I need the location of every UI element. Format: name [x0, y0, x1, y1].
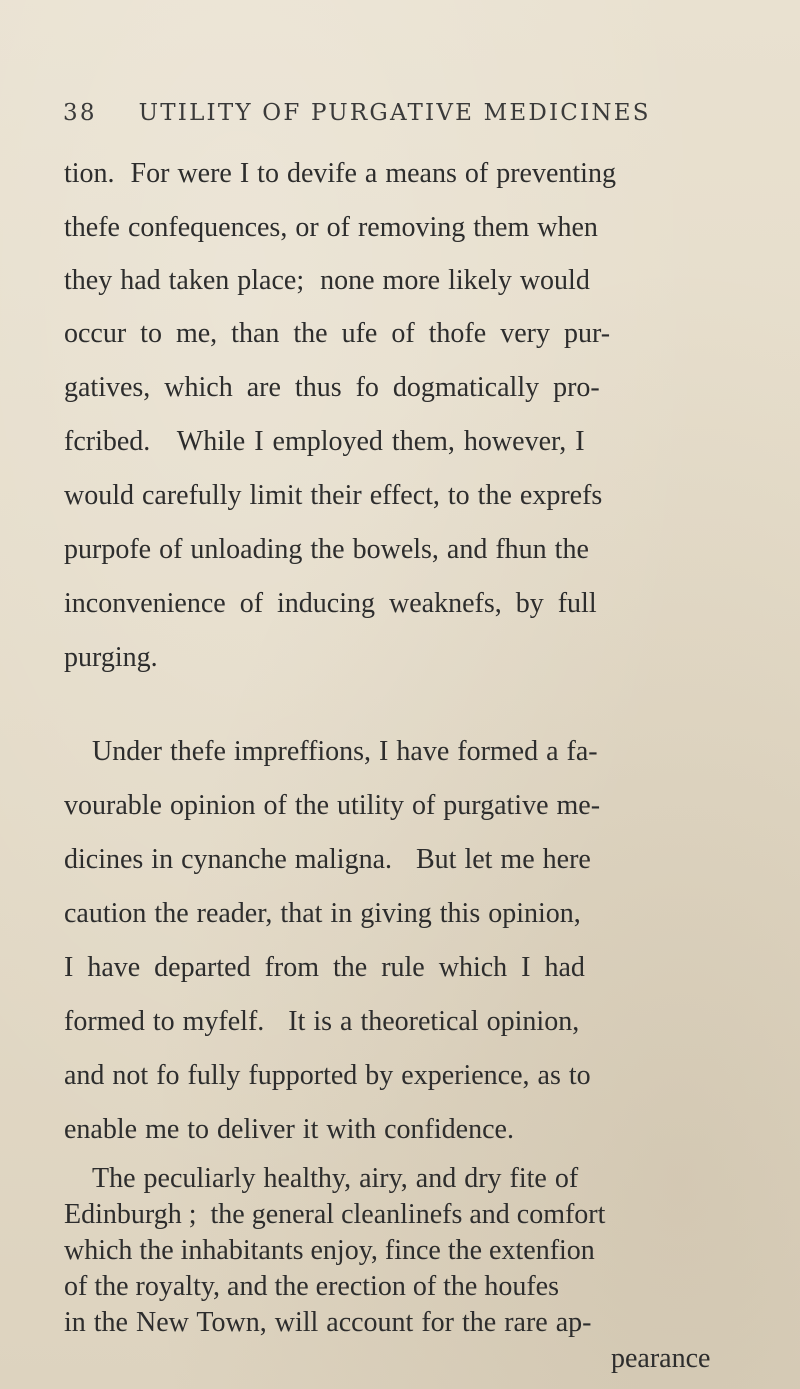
text-line: vourable opinion of the utility of purgative me- — [64, 790, 601, 821]
text-line: would carefully limit their effect, to the exprefs — [64, 480, 603, 511]
text-line: I have departed from the rule which I had — [64, 952, 585, 983]
text-line: which the inhabitants enjoy, fince the extenfion — [64, 1235, 595, 1266]
page-header — [63, 100, 743, 126]
text-line: of the royalty, and the erection of the houfes — [64, 1271, 560, 1302]
text-line: formed to myfelf. It is a theoretical opinion, — [64, 1006, 580, 1037]
text-line: purging. — [64, 642, 158, 673]
text-line: gatives, which are thus fo dogmatically pro- — [64, 372, 600, 403]
text-line: purpofe of unloading the bowels, and fhun the — [64, 534, 589, 565]
text-line: Under thefe impreffions, I have formed a fa- — [92, 736, 598, 767]
text-line: tion. For were I to devife a means of preventing — [64, 158, 616, 189]
running-head: UTILITY OF PURGATIVE MEDICINES — [138, 100, 651, 126]
text-line: dicines in cynanche maligna. But let me here — [64, 844, 591, 875]
text-line: thefe confequences, or of removing them when — [64, 212, 598, 243]
text-line: and not fo fully fupported by experience, as to — [64, 1060, 591, 1091]
text-line: occur to me, than the ufe of thofe very pur- — [64, 318, 611, 349]
text-line: caution the reader, that in giving this opinion, — [64, 898, 581, 929]
text-line: enable me to deliver it with confidence. — [64, 1114, 514, 1145]
text-line: Edinburgh ; the general cleanlinefs and comfort — [64, 1199, 606, 1230]
text-line: they had taken place; none more likely would — [64, 265, 590, 296]
text-line: fcribed. While I employed them, however, I — [64, 426, 585, 457]
text-line: in the New Town, will account for the rare ap- — [64, 1307, 592, 1338]
catchword: pearance — [611, 1343, 711, 1374]
page-number: 38 — [63, 100, 97, 126]
text-line: inconvenience of inducing weaknefs, by full — [64, 588, 597, 619]
text-line: The peculiarly healthy, airy, and dry fite of — [92, 1163, 579, 1194]
